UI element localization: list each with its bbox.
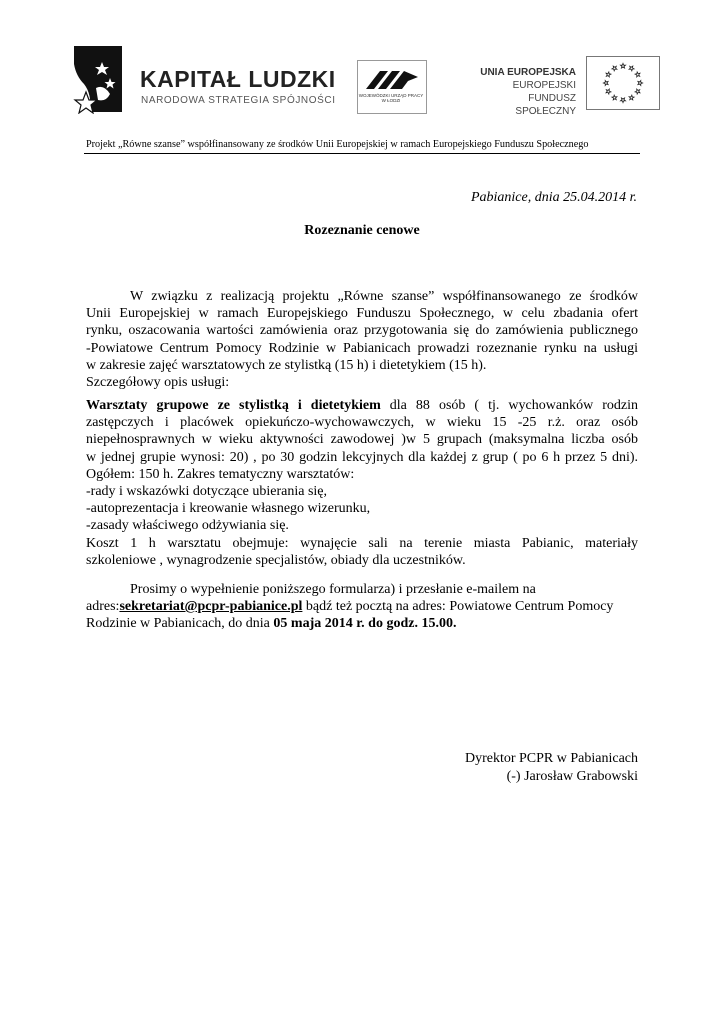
request-address-prefix: adres: (86, 599, 120, 615)
kapital-ludzki-title: KAPITAŁ LUDZKI (140, 66, 336, 92)
intro-line: Unii Europejskiej w ramach Europejskiego Funduszu Społecznego, w celu zbadania ofert (86, 306, 638, 322)
workshops-line: szkoleniowe , wynagrodzenie specjalistów, obiady dla uczestników. (86, 552, 466, 568)
workshops-title: Warsztaty grupowe ze stylistką i dietetykiem (86, 398, 381, 413)
letter-title: Rozeznanie cenowe (304, 223, 420, 238)
workshops-line: niepełnosprawnych w wieku aktywności zawodowej )w 5 grupach (maksymalna liczba osób (86, 432, 638, 448)
wup-logo (357, 60, 427, 114)
workshops-line: zastępczych i placówek opiekuńczo-wychowawczych, w wieku 15 -25 r.ż. oraz osób (86, 415, 638, 431)
workshops-line: -rady i wskazówki dotyczące ubierania się, (86, 483, 328, 499)
request-deadline-prefix: Rodzinie w Pabianicach, do dnia (86, 616, 274, 632)
letter-date: Pabianice, dnia 25.04.2014 r. (470, 190, 637, 205)
project-funding-line: Projekt „Równe szanse” współfinansowany ze środków Unii Europejskiej w ramach Europejskiego Funduszu Społecznego (86, 139, 589, 150)
eu-fund-text (470, 66, 576, 118)
paragraph-request (86, 581, 638, 633)
signature-name: (-) Jarosław Grabowski (506, 769, 638, 784)
intro-line: -Powiatowe Centrum Pomocy Rodzinie w Pabianicach prowadzi rozeznanie rynku na usługi (86, 340, 638, 356)
intro-line: w zakresie zajęć warsztatowych ze stylistką (15 h) i dietetykiem (15 h). (86, 357, 487, 373)
request-line (86, 615, 638, 632)
workshops-first-line (86, 397, 638, 414)
request-address-rest: bądź też pocztą na adres: Powiatowe Centrum Pomocy (302, 599, 614, 615)
workshops-first-rest: dla 88 osób ( tj. wychowanków rodzin (380, 398, 638, 413)
kapital-ludzki-subtitle: NARODOWA STRATEGIA SPÓJNOŚCI (141, 95, 336, 106)
intro-line: rynku, oszacowania wartości zamówienia oraz przygotowania się do zamówienia publicznego (86, 323, 638, 339)
workshops-line: Ogółem: 150 h. Zakres tematyczny warsztatów: (86, 466, 355, 482)
workshops-line: -zasady właściwego odżywiania się. (86, 518, 289, 534)
wup-logo-text: WOJEWÓDZKI URZĄD PRACY W ŁODZI (358, 93, 424, 103)
eu-flag-icon (586, 56, 660, 110)
eu-line-3: FUNDUSZ SPOŁECZNY (515, 93, 576, 117)
workshops-line: Koszt 1 h warsztatu obejmuje: wynajęcie sali na terenie miasta Pabianic, materiały (86, 535, 638, 551)
paragraph-workshops (86, 397, 638, 569)
intro-line: W związku z realizacją projektu „Równe szanse” współfinansowanego ze środków (130, 289, 638, 304)
header-divider (84, 153, 640, 154)
kapital-ludzki-logo-icon (66, 44, 124, 114)
email-link[interactable]: sekretariat@pcpr-pabianice.pl (119, 599, 303, 615)
request-deadline: 05 maja 2014 r. do godz. 15.00. (273, 616, 457, 632)
request-line (86, 598, 638, 615)
wup-arrows-icon (358, 61, 426, 95)
workshops-line: w jednej grupie wynosi: 20) , po 30 godzin lekcyjnych dla każdej z grup ( po 6 h przez 5 dni). (86, 449, 638, 465)
signature-title: Dyrektor PCPR w Pabianicach (464, 751, 638, 766)
paragraph-intro (86, 288, 638, 391)
eu-title: UNIA EUROPEJSKA (480, 67, 576, 78)
signature-block (300, 750, 638, 786)
workshops-line: -autoprezentacja i kreowanie własnego wizerunku, (86, 501, 371, 517)
eu-line-2: EUROPEJSKI (512, 80, 576, 91)
intro-line: Szczegółowy opis usługi: (86, 374, 230, 390)
request-line: Prosimy o wypełnienie poniższego formularza) i przesłanie e-mailem na (130, 582, 536, 597)
